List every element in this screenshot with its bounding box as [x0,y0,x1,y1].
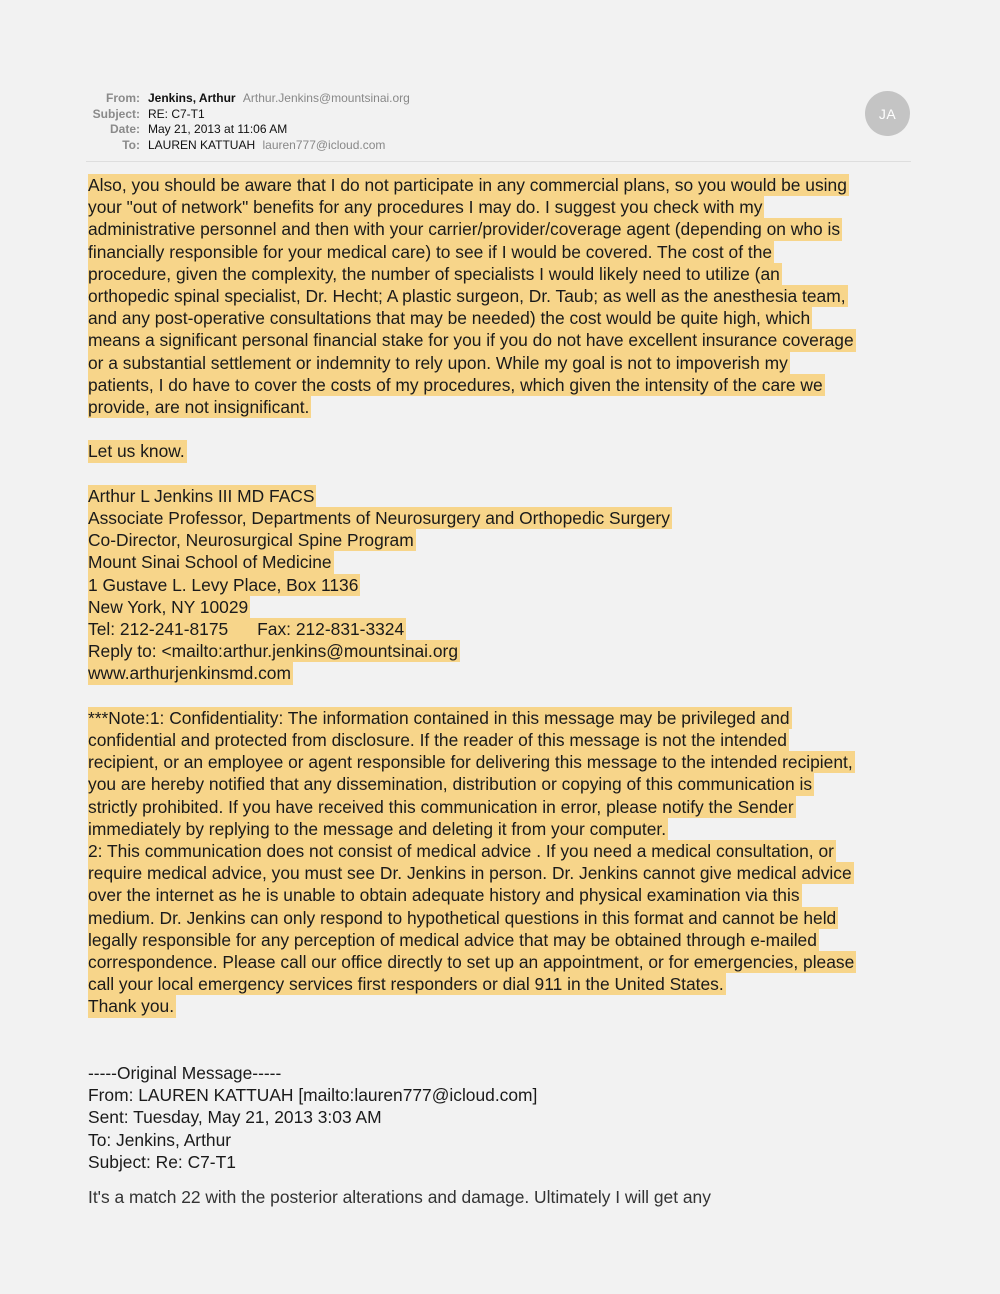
disclaimer-line: recipient, or an employee or agent responsible for delivering this message to the intended recipient, [88,752,853,773]
body-line: Also, you should be aware that I do not participate in any commercial plans, so you would be using [88,175,847,195]
disclaimer-line: correspondence. Please call our office directly to set up an appointment, or for emergencies, please [88,952,855,973]
body-line: procedure, given the complexity, the number of specialists I would likely need to utilize (an [88,263,780,284]
original-message-line: From: LAUREN KATTUAH [mailto:lauren777@icloud.com] [88,1085,538,1106]
recipient-email[interactable]: lauren777@icloud.com [262,137,386,152]
email-body [88,174,920,1173]
body-line: orthopedic spinal specialist, Dr. Hecht; A plastic surgeon, Dr. Taub; as well as the anesthesia team, [88,286,846,307]
disclaimer-line: Thank you. [88,996,175,1017]
disclaimer-line: call your local emergency services first responders or dial 911 in the United States. [88,974,724,995]
original-message-line: Sent: Tuesday, May 21, 2013 3:03 AM [88,1107,382,1128]
header-divider [86,161,911,162]
signature-line: Associate Professor, Departments of Neurosurgery and Orthopedic Surgery [88,508,670,529]
signature-line: Reply to: <mailto:arthur.jenkins@mountsinai.org [88,641,458,662]
signature-line: New York, NY 10029 [88,596,249,617]
cut-off-line: It's a match 22 with the posterior alterations and damage. Ultimately I will get any [88,1187,711,1207]
signature-line: 1 Gustave L. Levy Place, Box 1136 [88,574,359,595]
original-message-line: To: Jenkins, Arthur [88,1129,232,1150]
to-label: To: [122,137,140,152]
body-line: and any post-operative consultations that may be needed) the cost would be quite high, which [88,308,811,329]
disclaimer-line: strictly prohibited. If you have received this communication in error, please notify the Sender [88,796,794,817]
subject-value: RE: C7-T1 [148,106,205,121]
paragraph-billing [88,174,920,418]
disclaimer-line: ***Note:1: Confidentiality: The information contained in this message may be privileged and [88,707,790,728]
body-line: provide, are not insignificant. [88,397,310,418]
email-header [80,91,410,153]
to-row [80,138,410,154]
disclaimer-line: you are hereby notified that any dissemination, distribution or copying of this communication is [88,774,813,795]
signature-line: Co-Director, Neurosurgical Spine Program [88,530,414,551]
original-message-line: -----Original Message----- [88,1063,282,1084]
disclaimer-block [88,707,920,1018]
from-label: From: [106,91,140,105]
original-message-line: Subject: Re: C7-T1 [88,1151,236,1172]
signature-line: Mount Sinai School of Medicine [88,552,332,573]
subject-label: Subject: [92,106,140,121]
sender-email[interactable]: Arthur.Jenkins@mountsinai.org [242,91,410,105]
signature-line: Arthur L Jenkins III MD FACS [88,485,315,506]
body-line: means a significant personal financial stake for you if you do not have excellent insurance coverage [88,330,854,351]
sender-avatar: JA [865,91,910,136]
disclaimer-line: over the internet as he is unable to obtain adequate history and physical examination via this [88,885,800,906]
date-label: Date: [109,122,140,136]
date-row [80,122,410,138]
body-line: or a substantial settlement or indemnity to rely upon. While my goal is not to impoverish my [88,352,788,373]
body-line: administrative personnel and then with your carrier/provider/coverage agent (depending on who is [88,219,841,240]
body-line: patients, I do have to cover the costs of my procedures, which given the intensity of the care we [88,374,823,395]
disclaimer-line: 2: This communication does not consist of medical advice . If you need a medical consultation, or [88,841,834,862]
recipient-name[interactable]: LAUREN KATTUAH [148,137,256,152]
date-value: May 21, 2013 at 11:06 AM [148,122,288,136]
sender-name[interactable]: Jenkins, Arthur [148,91,236,105]
disclaimer-line: confidential and protected from disclosure. If the reader of this message is not the intended [88,730,787,751]
body-line: financially responsible for your medical care) to see if I would be covered. The cost of the [88,241,773,262]
disclaimer-line: immediately by replying to the message and deleting it from your computer. [88,818,667,839]
body-line: your "out of network" benefits for any procedures I may do. I suggest you check with my [88,197,763,218]
signature-line: Tel: 212-241-8175 Fax: 212-831-3324 [88,619,405,640]
disclaimer-line: medium. Dr. Jenkins can only respond to hypothetical questions in this format and cannot be held [88,907,837,928]
original-message-block [88,1062,920,1173]
subject-row [80,107,410,123]
disclaimer-line: require medical advice, you must see Dr. Jenkins in person. Dr. Jenkins cannot give medical advice [88,863,852,884]
let-us-know-line: Let us know. [88,441,185,462]
signature-line: www.arthurjenkinsmd.com [88,663,291,684]
signature-block [88,485,920,685]
from-row [80,91,410,107]
disclaimer-line: legally responsible for any perception of medical advice that may be obtained through e-mailed [88,929,817,950]
